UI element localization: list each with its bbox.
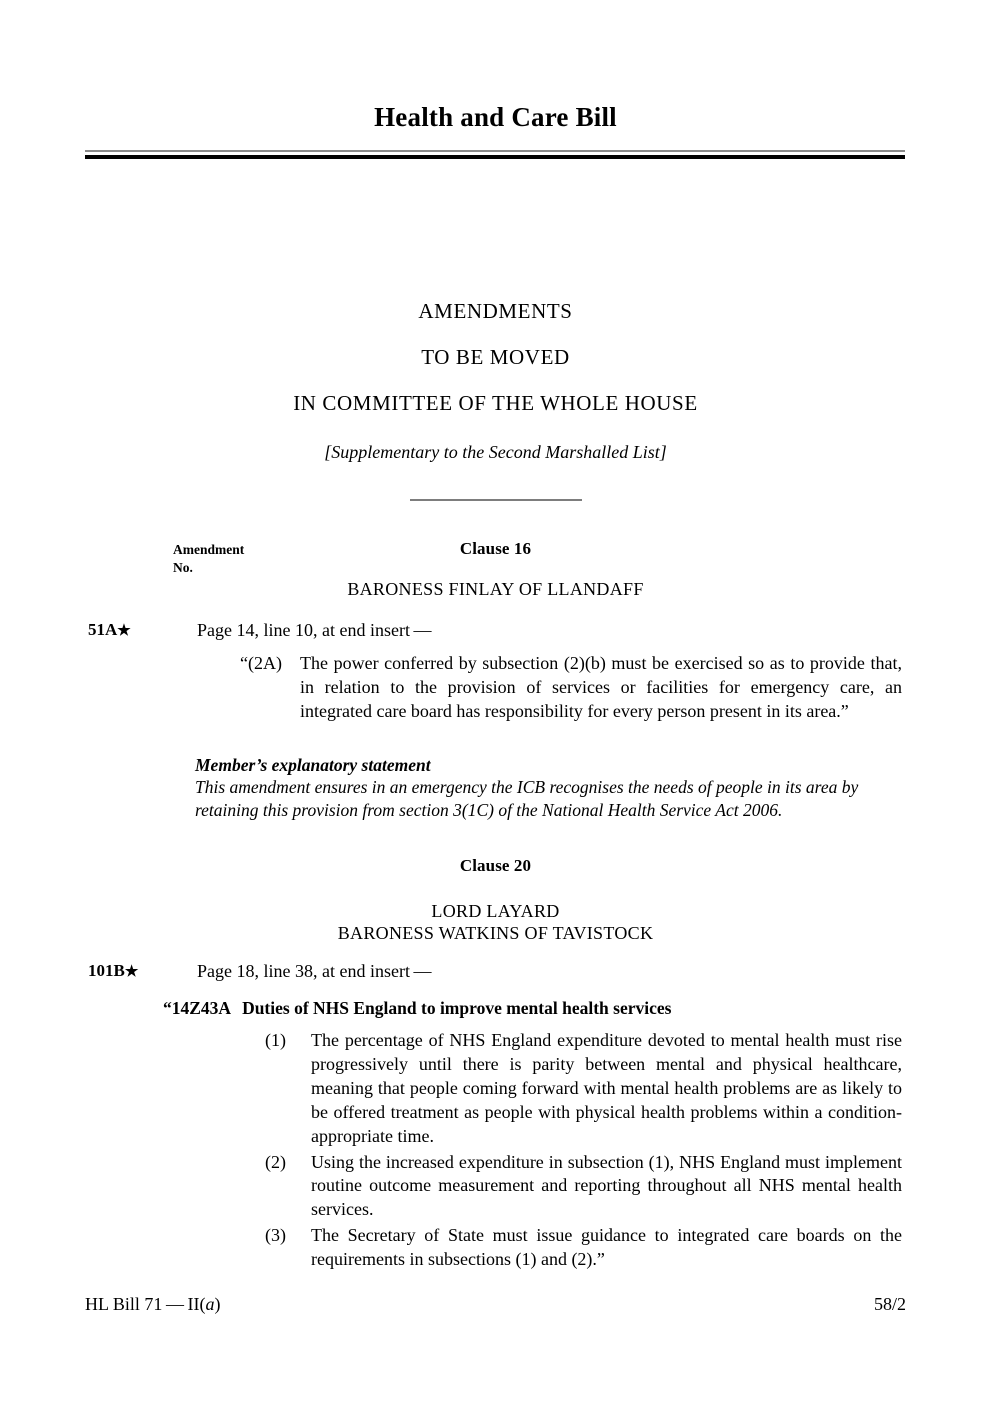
amendment-lead-in-51a: Page 14, line 10, at end insert — xyxy=(197,619,432,640)
explanatory-statement-title-51a: Member’s explanatory statement xyxy=(195,755,431,776)
divider-thick-line xyxy=(85,155,905,159)
heading-short-divider xyxy=(410,499,582,501)
bill-reference-suffix-letter: a xyxy=(205,1294,215,1314)
explanatory-statement-body-51a: This amendment ensures in an emergency the ICB recognises the needs of people in its area by retaining this provision from section 3(1C) of the National Health Service Act 2006. xyxy=(195,777,859,821)
heading-to-be-moved: TO BE MOVED xyxy=(421,344,570,369)
amendment-no-column-label xyxy=(173,541,244,577)
amendment-row-51a xyxy=(85,620,906,641)
section-clause-20 xyxy=(85,856,906,1272)
clause-heading-20: Clause 20 xyxy=(459,855,532,875)
member-name-layard: LORD LAYARD xyxy=(431,900,560,921)
subsection-marker-2: (2) xyxy=(265,1151,286,1172)
title-divider xyxy=(85,150,905,159)
amendment-lead-in-101b: Page 18, line 38, at end insert — xyxy=(197,960,432,981)
section-clause-16 xyxy=(85,539,906,822)
heading-block xyxy=(85,299,906,501)
heading-in-committee: IN COMMITTEE OF THE WHOLE HOUSE xyxy=(293,390,698,415)
star-icon: ★ xyxy=(117,622,131,639)
subsection-body-2: Using the increased expenditure in subsection (1), NHS England must implement routine outcome measurement and reporting throughout all NHS mental health services. xyxy=(311,1151,902,1220)
heading-subtitle: [Supplementary to the Second Marshalled List] xyxy=(324,441,667,462)
subsection-body-1: The percentage of NHS England expenditure devoted to mental health must rise progressively until there is parity between mental and physical healthcare, meaning that people coming forward with mental health problems are as likely to be offered treatment as people with physical health problems within a condition-appropriate time. xyxy=(311,1029,902,1146)
subsection-1 xyxy=(265,1029,902,1149)
inserted-marker-2a: “(2A) xyxy=(240,652,282,673)
inserted-text-2a xyxy=(240,652,902,724)
subsection-body-3: The Secretary of State must issue guidance to integrated care boards on the requirements in subsections (1) and (2).” xyxy=(311,1225,902,1270)
new-section-heading-14z43a xyxy=(163,998,906,1019)
new-section-number: “14Z43A xyxy=(163,997,232,1018)
subsection-marker-1: (1) xyxy=(265,1029,286,1050)
amendment-row-101b xyxy=(85,961,906,982)
amendment-no-label-line1: Amendment xyxy=(173,541,245,557)
subsection-3 xyxy=(265,1224,902,1272)
inserted-body-2a: The power conferred by subsection (2)(b) must be exercised so as to provide that, in relation to the provision of services or facilities for emergency care, an integrated care board has responsibility for every person present in its area.” xyxy=(300,652,902,721)
amendment-no-label-line2: No. xyxy=(173,559,193,575)
clause-heading-16: Clause 16 xyxy=(459,538,532,558)
new-section-title: Duties of NHS England to improve mental health services xyxy=(242,997,672,1018)
member-name-finlay: BARONESS FINLAY OF LLANDAFF xyxy=(347,578,644,599)
member-name-watkins: BARONESS WATKINS OF TAVISTOCK xyxy=(337,922,654,943)
star-icon: ★ xyxy=(124,963,139,980)
amendment-number-101b: 101B★ xyxy=(88,960,139,980)
page-title: Health and Care Bill xyxy=(374,102,617,132)
page-footer xyxy=(85,1294,906,1315)
subsection-marker-3: (3) xyxy=(265,1225,286,1246)
subsection-2 xyxy=(265,1151,902,1223)
page-number: 58/2 xyxy=(873,1294,906,1314)
heading-amendments: AMENDMENTS xyxy=(418,298,573,323)
bill-reference: HL Bill 71 — II(a) xyxy=(85,1294,221,1314)
amendment-number-51a: 51A★ xyxy=(88,619,131,639)
